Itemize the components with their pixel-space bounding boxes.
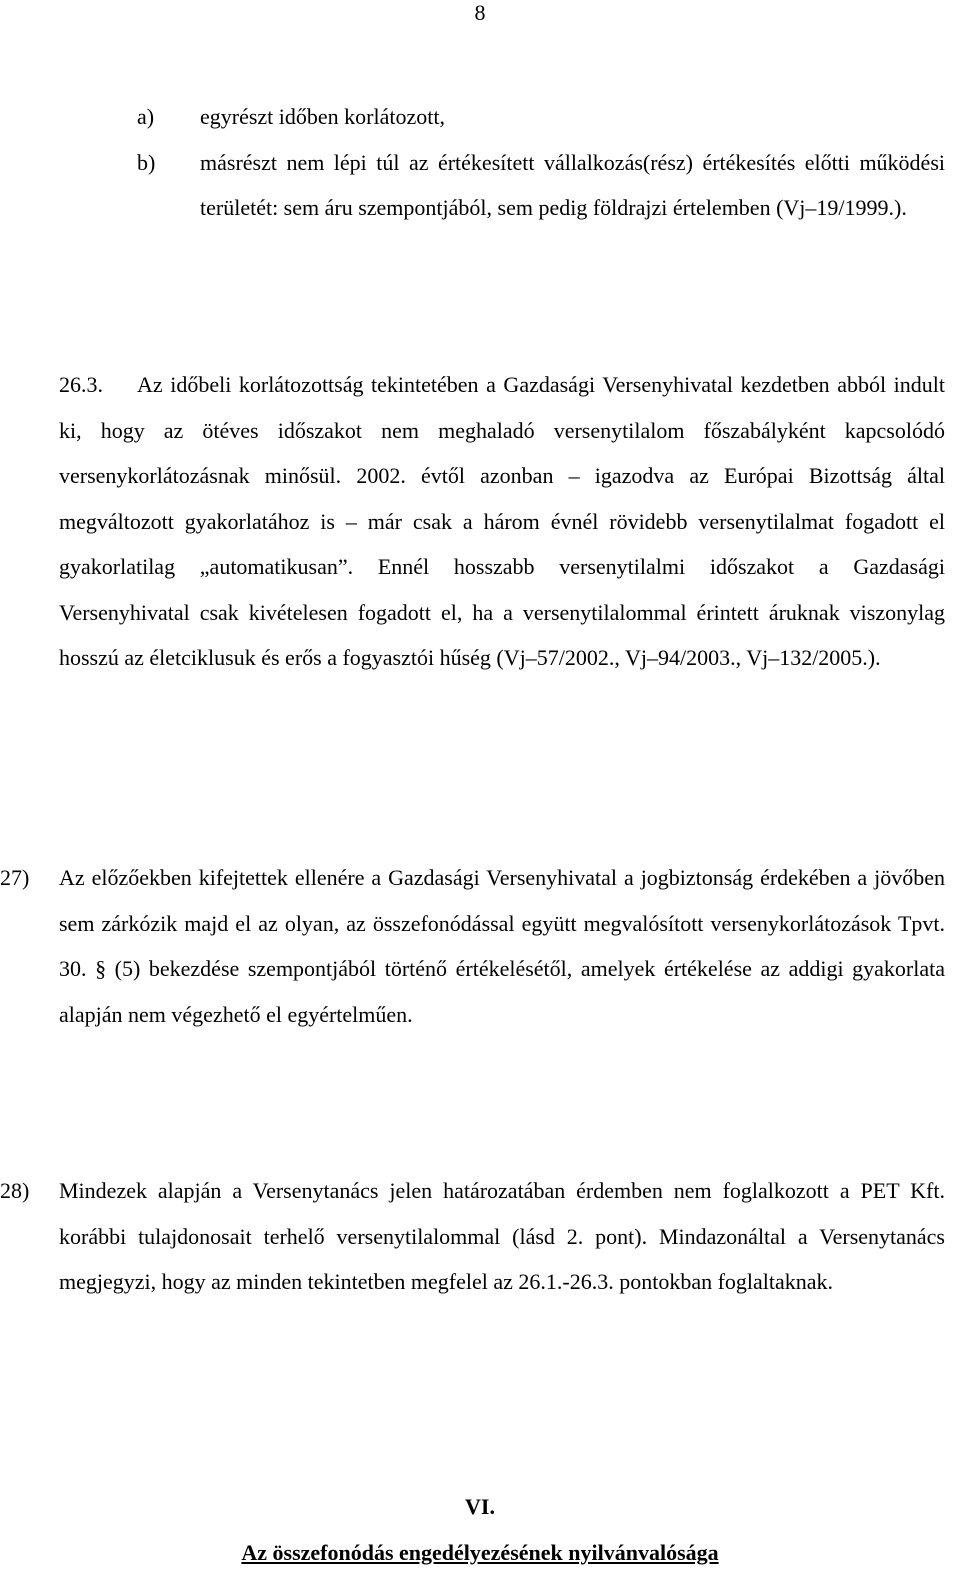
paragraph-text: 28) Mindezek alapján a Versenytanács jelen határozatában érdemben nem foglalkozott a PET Kft. korábbi tulajdonosait terhelő versenytilalommal (lásd 2. pont). Mindazonáltal a Versenytanács megjegyzi, hogy az minden tekintetben megfelel az 26.1.-26.3. pontokban foglaltaknak.: [59, 1168, 945, 1305]
list-item-label: b): [137, 150, 156, 175]
paragraph-text: 27) Az előzőekben kifejtettek ellenére a Gazdasági Versenyhivatal a jogbiztonság érdekében a jövőben sem zárkózik majd el az olyan, az összefonódással együtt megvalósított versenykorlátozások Tpvt. 30. § (5) bekezdése szempontjából történő értékelésétől, amelyek értékelése az addigi gyakorlata alapján nem végezhető el egyértelműen.: [59, 855, 945, 1037]
section-number: VI.: [465, 1494, 495, 1519]
list-item-text: másrészt nem lépi túl az értékesített vállalkozás(rész) értékesítés előtti működési területét: sem áru szempontjából, sem pedig földrajzi értelemben (Vj–19/1999.).: [200, 150, 945, 220]
paragraph-number: 27): [0, 865, 30, 890]
section-title: Az összefonódás engedélyezésének nyilvánvalósága: [241, 1540, 719, 1565]
list-item-b: [137, 140, 945, 230]
paragraph-28: [0, 1168, 945, 1305]
paragraph-number: 28): [0, 1178, 30, 1203]
list-item-a: [137, 94, 945, 139]
list-item-text: egyrészt időben korlátozott,: [200, 104, 445, 129]
list-item-label: a): [137, 104, 155, 129]
paragraph-27: [0, 855, 945, 1037]
paragraph-26-3: [59, 362, 945, 681]
page-number: 8: [474, 0, 486, 25]
paragraph-text: Az időbeli korlátozottság tekintetében a Gazdasági Versenyhivatal kezdetben abból indult ki, hogy az ötéves időszakot nem meghaladó versenytilalom főszabályként kapcsolódó versenykorlátozásnak minősül. 2002. évtől azonban – igazodva az Európai Bizottság által megváltozott gyakorlatához is – már csak a három évnél rövidebb versenytilalmat fogadott el gyakorlatilag „automatikusan”. Ennél hosszabb versenytilalmi időszakot a Gazdasági Versenyhivatal csak kivételesen fogadott el, ha a versenytilalommal érintett áruknak viszonylag hosszú az életciklusuk és erős a fogyasztói hűség (Vj–57/2002., Vj–94/2003., Vj–132/2005.).: [59, 372, 945, 670]
paragraph-number: 26.3.: [59, 372, 103, 397]
